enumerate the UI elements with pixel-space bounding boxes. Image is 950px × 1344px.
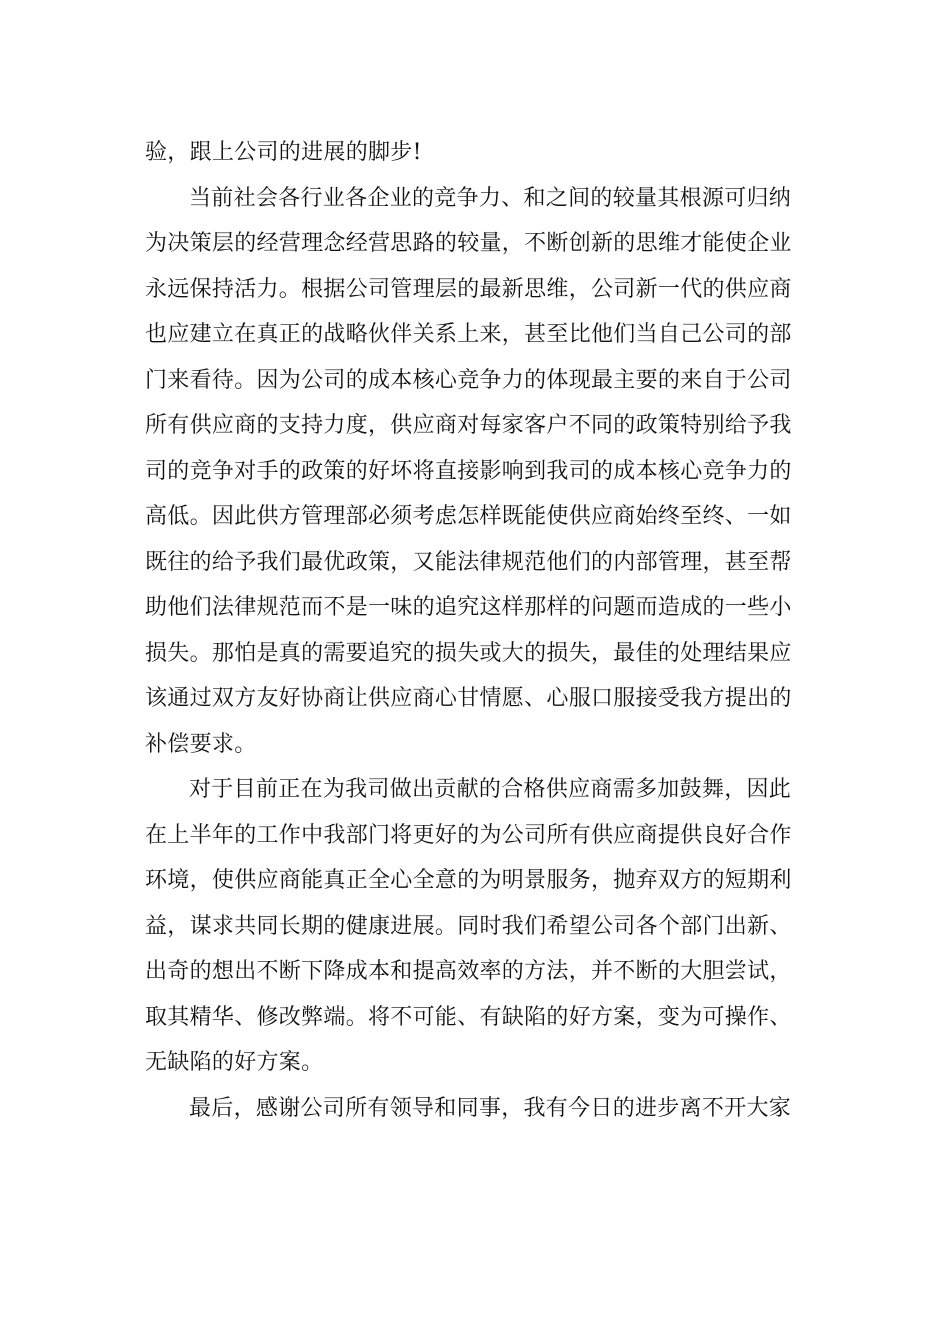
text-line: 助他们法律规范而不是一味的追究这样那样的问题而造成的一些小	[145, 595, 792, 620]
text-line: 损失。那怕是真的需要追究的损失或大的损失，最佳的处理结果应	[145, 640, 792, 666]
paragraph-first-line: 最后，感谢公司所有领导和同事，我有今日的进步离不开大家	[189, 1095, 792, 1121]
text-line: 高低。因此供方管理部必须考虑怎样既能使供应商始终至终、一如	[145, 504, 792, 529]
text-line: 无缺陷的好方案。	[145, 1050, 324, 1075]
text-line: 补偿要求。	[145, 731, 257, 757]
text-line: 永远保持活力。根据公司管理层的最新思维，公司新一代的供应商	[145, 276, 792, 302]
text-line: 出奇的想出不断下降成本和提高效率的方法，并不断的大胆尝试，	[145, 959, 792, 984]
text-line: 益，谋求共同长期的健康进展。同时我们希望公司各个部门出新、	[145, 913, 792, 939]
text-line: 所有供应商的支持力度，供应商对每家客户不同的政策特别给予我	[145, 413, 792, 438]
text-line: 环境，使供应商能真正全心全意的为明景服务，抛弃双方的短期利	[145, 868, 792, 893]
text-line: 在上半年的工作中我部门将更好的为公司所有供应商提供良好合作	[145, 822, 792, 848]
text-line: 司的竞争对手的政策的好坏将直接影响到我司的成本核心竞争力的	[145, 458, 792, 484]
paragraph-first-line: 对于目前正在为我司做出贡献的合格供应商需多加鼓舞，因此	[189, 777, 792, 802]
text-line: 验，跟上公司的进展的脚步!	[145, 140, 422, 165]
text-line: 为决策层的经营理念经营思路的较量，不断创新的思维才能使企业	[145, 231, 792, 256]
text-line: 也应建立在真正的战略伙伴关系上来，甚至比他们当自己公司的部	[145, 322, 792, 347]
text-line: 门来看待。因为公司的成本核心竞争力的体现最主要的来自于公司	[145, 367, 792, 393]
text-line: 既往的给予我们最优政策，又能法律规范他们的内部管理，甚至帮	[145, 549, 792, 575]
text-line: 取其精华、修改弊端。将不可能、有缺陷的好方案，变为可操作、	[145, 1004, 792, 1030]
paragraph-first-line: 当前社会各行业各企业的竞争力、和之间的较量其根源可归纳	[189, 185, 792, 211]
text-line: 该通过双方友好协商让供应商心甘情愿、心服口服接受我方提出的	[145, 686, 792, 711]
document-body	[145, 130, 805, 1131]
